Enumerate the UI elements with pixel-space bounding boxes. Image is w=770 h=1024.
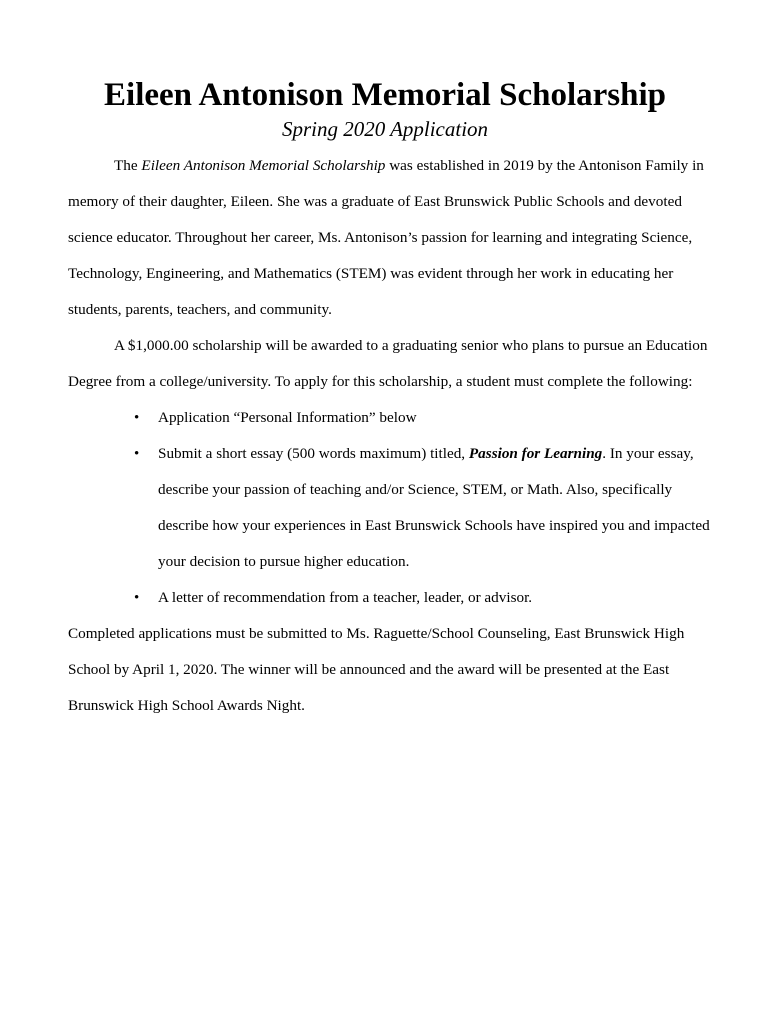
bullet-icon: •	[134, 590, 140, 606]
scholarship-name: Eileen Antonison Memorial Scholarship	[141, 157, 386, 174]
intro-paragraph	[68, 148, 718, 328]
requirement-text: A letter of recommendation from a teacher, leader, or advisor.	[158, 589, 533, 606]
requirement-text: Application “Personal Information” below	[158, 409, 417, 426]
requirement-text: Submit a short essay (500 words maximum) titled,	[158, 445, 469, 462]
document-title: Eileen Antonison Memorial Scholarship	[104, 77, 666, 113]
award-paragraph: A $1,000.00 scholarship will be awarded to a graduating senior who plans to pursue an Education Degree from a college/university. To apply for this scholarship, a student must complete the following:	[68, 337, 708, 390]
requirements-list	[68, 400, 718, 616]
bullet-icon: •	[134, 446, 140, 462]
requirement-text: . In your essay, describe your passion of teaching and/or Science, STEM, or Math. Also, specifically describe how your experiences in East Brunswick Schools have inspired you and impacted your decision to pursue higher education.	[158, 445, 710, 570]
intro-lead: The	[114, 157, 142, 174]
document-subtitle: Spring 2020 Application	[281, 117, 489, 141]
essay-title: Passion for Learning	[468, 445, 603, 462]
intro-rest: was established in 2019 by the Antonison Family in memory of their daughter, Eileen. She was a graduate of East Brunswick Public Schools and devoted science educator. Throughout her career, Ms. Antonison’s passion for learning and integrating Science, Technology, Engineering, and Mathematics (STEM) was evident through her work in educating her students, parents, teachers, and community.	[68, 157, 704, 318]
list-item	[68, 436, 718, 580]
closing-paragraph: Completed applications must be submitted to Ms. Raguette/School Counseling, East Brunswick High School by April 1, 2020. The winner will be announced and the award will be presented at the East Brunswick High School Awards Night.	[68, 625, 685, 714]
bullet-icon: •	[134, 410, 140, 426]
list-item	[68, 400, 718, 436]
document-body	[68, 148, 718, 724]
list-item	[68, 580, 718, 616]
